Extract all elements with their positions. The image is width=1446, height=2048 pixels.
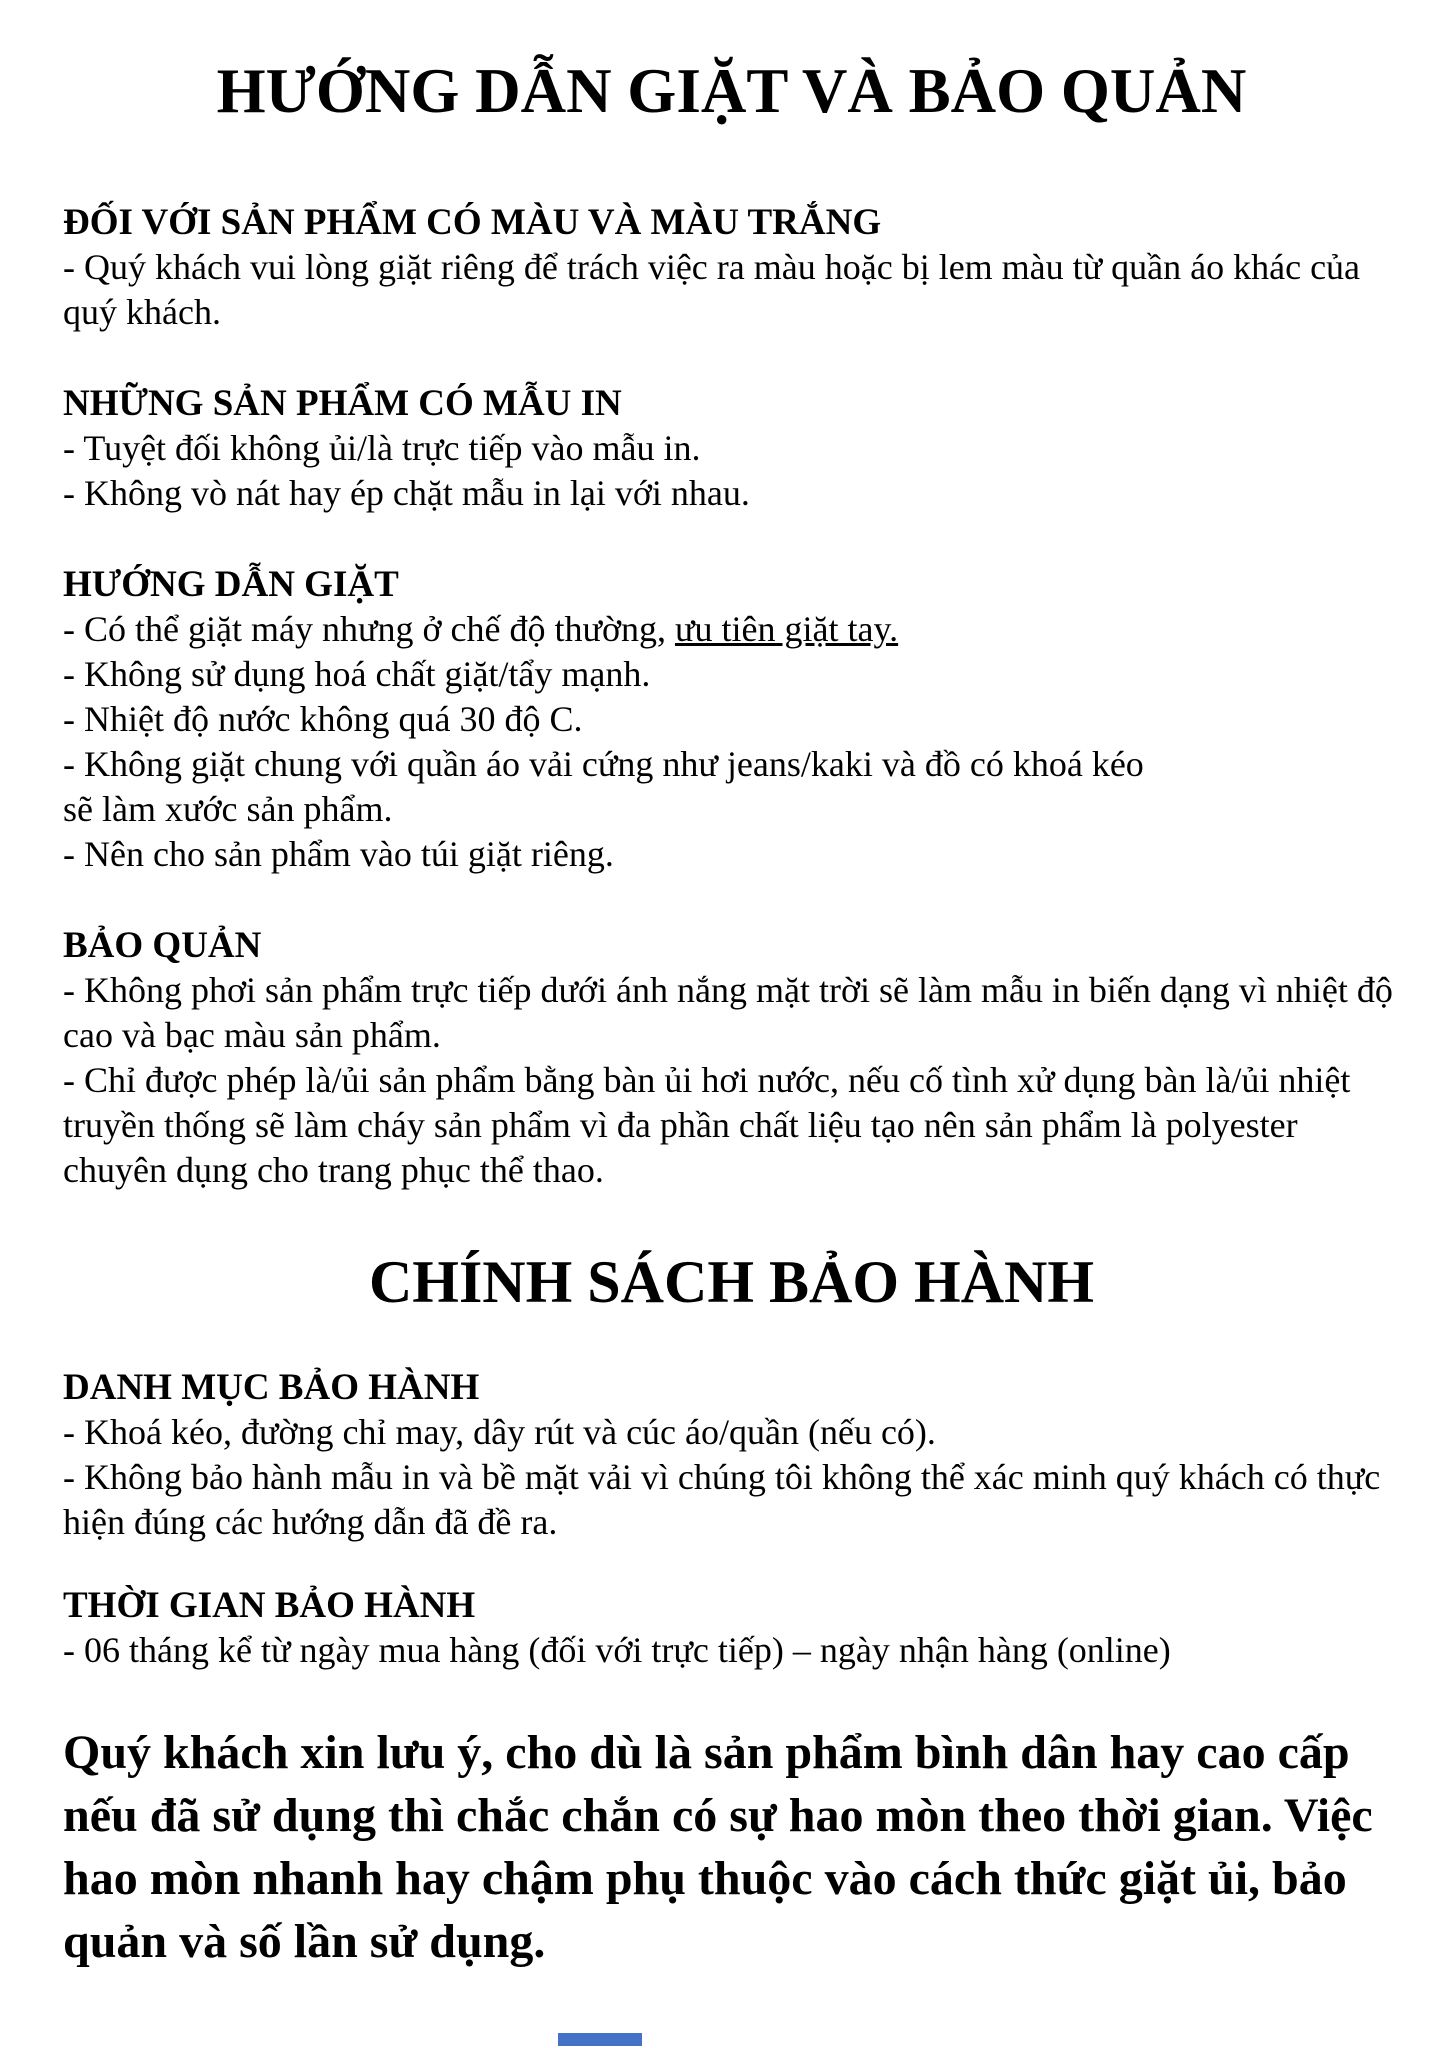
section-heading-colored-white: ĐỐI VỚI SẢN PHẨM CÓ MÀU VÀ MÀU TRẮNG	[63, 202, 882, 243]
section-printed-products	[63, 381, 1400, 516]
section-preservation	[63, 923, 1400, 1193]
care-line: - Không giặt chung với quần áo vải cứng như jeans/kaki và đồ có khoá kéo	[63, 744, 1144, 784]
page-title-warranty: CHÍNH SÁCH BẢO HÀNH	[368, 1249, 1095, 1315]
warranty-line: - 06 tháng kể từ ngày mua hàng (đối với trực tiếp) – ngày nhận hàng (online)	[63, 1630, 1171, 1670]
care-line: - Tuyệt đối không ủi/là trực tiếp vào mẫu in.	[63, 428, 701, 468]
care-line: - Không vò nát hay ép chặt mẫu in lại với nhau.	[63, 473, 750, 513]
care-line: - Quý khách vui lòng giặt riêng để trách việc ra màu hoặc bị lem màu từ quần áo khác của quý khách.	[63, 247, 1361, 332]
section-heading-warranty-period: THỜI GIAN BẢO HÀNH	[63, 1585, 476, 1626]
customer-notice-paragraph: Quý khách xin lưu ý, cho dù là sản phẩm bình dân hay cao cấp nếu đã sử dụng thì chắc chắn có sự hao mòn theo thời gian. Việc hao mòn nhanh hay chậm phụ thuộc vào cách thức giặt ủi, bảo quản và số lần sử dụng.	[63, 1726, 1373, 1968]
warranty-line: - Không bảo hành mẫu in và bề mặt vải vì chúng tôi không thể xác minh quý khách có thực hiện đúng các hướng dẫn đã đề ra.	[63, 1457, 1381, 1542]
care-line: - Chỉ được phép là/ủi sản phẩm bằng bàn ủi hơi nước, nếu cố tình xử dụng bàn là/ủi nhiệt truyền thống sẽ làm cháy sản phẩm vì đa phần chất liệu tạo nên sản phẩm là polyester chuyên dụng cho trang phục thể thao.	[63, 1060, 1351, 1190]
footer-blue-bar	[558, 2033, 642, 2046]
warranty-line: - Khoá kéo, đường chỉ may, dây rút và cúc áo/quần (nếu có).	[63, 1412, 936, 1452]
care-line: sẽ làm xước sản phẩm.	[63, 789, 393, 829]
section-colored-white-products	[63, 200, 1400, 335]
section-heading-printed: NHỮNG SẢN PHẨM CÓ MẪU IN	[63, 383, 622, 424]
section-heading-preservation: BẢO QUẢN	[63, 925, 262, 966]
section-warranty-items	[63, 1365, 1400, 1545]
section-warranty-period	[63, 1583, 1400, 1673]
section-heading-warranty-items: DANH MỤC BẢO HÀNH	[63, 1367, 480, 1408]
page-title-care: HƯỚNG DẪN GIẶT VÀ BẢO QUẢN	[216, 56, 1247, 126]
section-washing-guide	[63, 562, 1400, 877]
care-line-with-underline	[63, 607, 1400, 652]
care-line: - Nên cho sản phẩm vào túi giặt riêng.	[63, 834, 614, 874]
care-line: - Không phơi sản phẩm trực tiếp dưới ánh nắng mặt trời sẽ làm mẫu in biến dạng vì nhiệt độ cao và bạc màu sản phẩm.	[63, 970, 1393, 1055]
washing-line-prefix: - Có thể giặt máy nhưng ở chế độ thường,	[63, 609, 675, 649]
care-line: - Không sử dụng hoá chất giặt/tẩy mạnh.	[63, 654, 651, 694]
section-heading-washing: HƯỚNG DẪN GIẶT	[63, 564, 399, 605]
washing-line-underlined-text: ưu tiên giặt tay.	[675, 609, 899, 649]
care-line: - Nhiệt độ nước không quá 30 độ C.	[63, 699, 583, 739]
